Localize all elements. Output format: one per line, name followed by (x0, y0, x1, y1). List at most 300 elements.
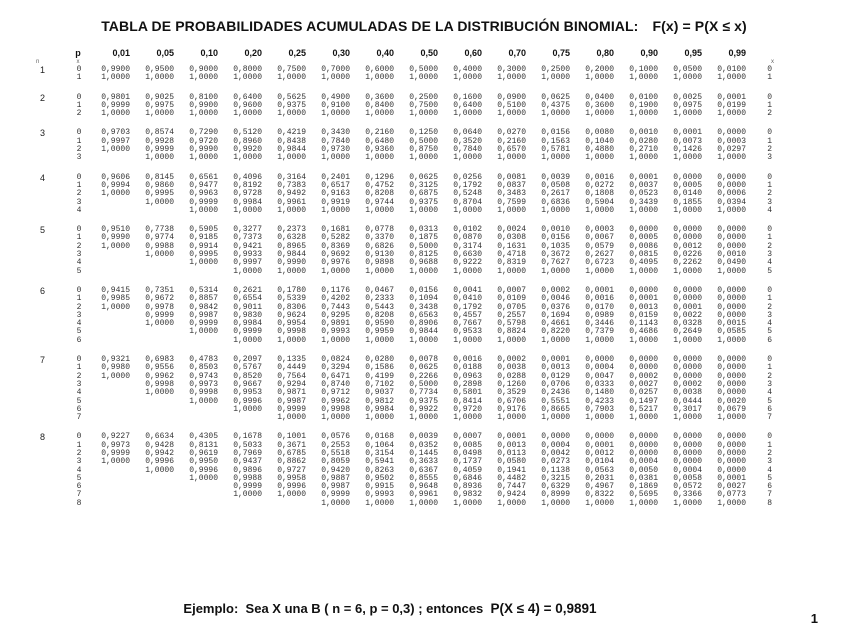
x-value: 0 (76, 128, 82, 138)
probability-cell: 0,8322 (585, 490, 614, 500)
x-value-right: 1 (767, 233, 772, 243)
probability-cell: 0,0000 (629, 355, 658, 365)
probability-cell: 1,0000 (629, 266, 658, 276)
probability-cell: 0,9988 (233, 473, 262, 483)
probability-cell: 0,0012 (585, 448, 614, 458)
probability-cell: 0,1064 (365, 440, 394, 450)
probability-cell: 0,0333 (585, 379, 614, 389)
probability-cell: 0,0159 (629, 310, 658, 320)
probability-cell: 0,0579 (585, 241, 614, 251)
x-value: 0 (76, 432, 82, 442)
table-row (36, 154, 776, 162)
table-row (36, 414, 776, 422)
probability-cell: 0,9996 (277, 482, 306, 492)
probability-cell: 1,0000 (585, 205, 614, 215)
probability-cell: 1,0000 (497, 205, 526, 215)
probability-cell: 1,0000 (497, 73, 526, 83)
probability-cell (176, 483, 220, 491)
probability-cell: 0,0050 (629, 465, 658, 475)
table-row (36, 207, 776, 215)
n-cell (36, 467, 70, 475)
title-text: TABLA DE PROBABILIDADES ACUMULADAS DE LA DISTRIBUCIÓN BINOMIAL: (101, 18, 639, 34)
probability-cell: 0,1497 (629, 396, 658, 406)
x-value-right: 4 (767, 388, 772, 398)
table-row (36, 337, 776, 345)
probability-cell: 0,6706 (497, 396, 526, 406)
probability-cell: 0,0001 (629, 172, 658, 182)
x-value: 4 (76, 258, 82, 268)
n-cell (36, 328, 70, 336)
probability-cell: 0,9942 (145, 448, 174, 458)
probability-cell: 1,0000 (585, 73, 614, 83)
header-p-value: 0,20 (244, 48, 262, 58)
probability-cell: 0,9998 (189, 388, 218, 398)
n-cell (36, 320, 70, 328)
x-value: 0 (76, 285, 82, 295)
probability-cell: 0,9727 (277, 465, 306, 475)
probability-cell: 0,9844 (277, 250, 306, 260)
probability-cell: 0,0016 (453, 355, 482, 365)
probability-cell: 0,9502 (365, 473, 394, 483)
probability-cell: 1,0000 (145, 197, 174, 207)
n-cell (36, 268, 70, 276)
probability-cell: 1,0000 (541, 73, 570, 83)
probability-cell: 1,0000 (541, 413, 570, 423)
probability-cell: 0,9962 (145, 371, 174, 381)
probability-cell: 0,0563 (585, 465, 614, 475)
probability-cell: 0,8862 (277, 457, 306, 467)
n-value: 5 (40, 225, 46, 236)
probability-cell: 0,0100 (629, 92, 658, 102)
probability-cell: 0,0280 (629, 136, 658, 146)
probability-cell (88, 328, 132, 336)
probability-cell: 0,0012 (673, 241, 702, 251)
probability-cell (264, 500, 308, 508)
n-value: 2 (40, 92, 46, 103)
probability-cell: 0,4305 (189, 432, 218, 442)
probability-cell: 0,0572 (673, 482, 702, 492)
probability-cell: 0,6554 (233, 294, 262, 304)
probability-cell: 0,5120 (233, 128, 262, 138)
subheader-x-label: x (76, 59, 80, 65)
table-row (36, 483, 776, 491)
probability-cell: 0,5905 (189, 225, 218, 235)
probability-cell (220, 500, 264, 508)
probability-cell: 0,0000 (717, 310, 746, 320)
table-row (36, 500, 776, 508)
probability-cell: 0,1678 (233, 432, 262, 442)
probability-cell: 0,9990 (101, 233, 130, 243)
header-p-value: 0,70 (508, 48, 526, 58)
binomial-table (36, 48, 776, 508)
header-p-value: 0,75 (552, 48, 570, 58)
probability-cell: 0,6561 (189, 172, 218, 182)
probability-cell: 0,9600 (233, 100, 262, 110)
probability-cell: 0,9000 (189, 65, 218, 74)
n-cell (36, 398, 70, 406)
probability-cell: 0,3370 (365, 233, 394, 243)
probability-cell: 0,0226 (673, 250, 702, 260)
probability-cell: 0,0039 (541, 172, 570, 182)
probability-cell: 1,0000 (365, 153, 394, 163)
x-value-right: 0 (767, 92, 772, 102)
probability-cell: 1,0000 (365, 498, 394, 508)
probability-cell: 0,0000 (629, 285, 658, 295)
probability-cell: 0,7383 (277, 180, 306, 190)
n-cell (36, 483, 70, 491)
probability-cell (132, 259, 176, 267)
probability-cell: 0,8555 (409, 473, 438, 483)
table-row (36, 320, 776, 328)
probability-cell: 0,0288 (497, 371, 526, 381)
probability-cell: 0,3438 (409, 302, 438, 312)
probability-cell: 0,7290 (189, 128, 218, 138)
probability-cell: 0,9961 (277, 197, 306, 207)
probability-cell: 0,2097 (233, 355, 262, 365)
probability-cell: 0,2436 (541, 388, 570, 398)
probability-cell: 0,8936 (453, 482, 482, 492)
probability-cell: 0,5904 (585, 197, 614, 207)
x-value-right: 4 (767, 465, 772, 475)
probability-cell: 0,8145 (145, 172, 174, 182)
probability-cell: 0,0580 (497, 457, 526, 467)
probability-cell: 0,9973 (189, 379, 218, 389)
n-cell (36, 110, 70, 118)
probability-cell: 0,6400 (233, 92, 262, 102)
x-value-right: 6 (767, 482, 772, 492)
probability-cell: 1,0000 (497, 335, 526, 345)
probability-cell: 0,9510 (101, 225, 130, 235)
probability-cell (88, 381, 132, 389)
table-row (36, 475, 776, 483)
probability-cell: 1,0000 (673, 73, 702, 83)
probability-cell: 0,8906 (409, 319, 438, 329)
probability-cell: 0,0498 (453, 448, 482, 458)
probability-cell: 1,0000 (189, 396, 218, 406)
x-value: 1 (76, 233, 82, 243)
x-value: 3 (76, 310, 82, 320)
header-n (36, 48, 70, 59)
probability-cell: 0,9703 (101, 128, 130, 138)
probability-cell: 0,1586 (365, 363, 394, 373)
probability-cell: 0,9999 (233, 482, 262, 492)
probability-cell: 0,9477 (189, 180, 218, 190)
header-p-value: 0,40 (376, 48, 394, 58)
probability-cell: 0,9993 (321, 327, 350, 337)
probability-cell: 1,0000 (233, 404, 262, 414)
table-row (36, 251, 776, 259)
probability-cell: 0,5000 (409, 379, 438, 389)
n-cell (36, 102, 70, 110)
probability-cell: 1,0000 (145, 109, 174, 119)
x-value: 0 (76, 92, 82, 102)
probability-cell: 0,1176 (321, 285, 350, 295)
x-value-right: 4 (767, 205, 772, 215)
probability-cell: 0,6630 (453, 250, 482, 260)
probability-cell: 1,0000 (233, 153, 262, 163)
probability-cell: 0,0000 (585, 432, 614, 442)
probability-cell: 0,5033 (233, 440, 262, 450)
probability-cell: 0,0100 (717, 65, 746, 74)
probability-cell: 0,0001 (717, 92, 746, 102)
probability-cell: 0,9996 (189, 465, 218, 475)
probability-cell: 0,2500 (409, 92, 438, 102)
header-p-value: 0,10 (200, 48, 218, 58)
n-value: 3 (40, 128, 46, 139)
probability-cell: 0,9998 (321, 404, 350, 414)
x-value: 0 (76, 225, 82, 235)
probability-cell (88, 337, 132, 345)
probability-cell: 0,1563 (541, 136, 570, 146)
x-value-right: 3 (767, 310, 772, 320)
subheader-x-label-right: x (771, 59, 774, 65)
probability-cell: 0,1869 (629, 482, 658, 492)
probability-cell (88, 414, 132, 422)
probability-cell: 0,9993 (365, 490, 394, 500)
probability-cell: 1,0000 (585, 498, 614, 508)
probability-cell: 0,9997 (233, 258, 262, 268)
probability-cell: 0,9996 (233, 396, 262, 406)
n-cell (36, 259, 70, 267)
x-value-right: 6 (767, 335, 772, 345)
probability-cell: 0,1001 (277, 432, 306, 442)
probability-cell: 0,0000 (629, 448, 658, 458)
probability-cell: 0,0000 (717, 355, 746, 365)
probability-cell: 0,6517 (321, 180, 350, 190)
probability-cell: 0,0001 (629, 294, 658, 304)
probability-cell: 1,0000 (321, 413, 350, 423)
probability-cell (88, 491, 132, 499)
probability-cell: 0,9500 (145, 65, 174, 74)
probability-cell: 0,2266 (409, 371, 438, 381)
probability-cell: 0,3671 (277, 440, 306, 450)
probability-cell: 0,9624 (277, 310, 306, 320)
probability-cell: 0,5551 (541, 396, 570, 406)
probability-cell: 0,0000 (717, 128, 746, 138)
probability-cell: 0,0328 (673, 319, 702, 329)
probability-cell: 0,7840 (453, 145, 482, 155)
table-row (36, 74, 776, 82)
probability-cell: 0,0199 (717, 100, 746, 110)
probability-cell: 0,9163 (321, 189, 350, 199)
probability-cell: 1,0000 (585, 109, 614, 119)
probability-cell: 0,0523 (629, 189, 658, 199)
probability-cell: 0,9222 (453, 258, 482, 268)
table-row (36, 467, 776, 475)
n-cell (36, 337, 70, 345)
x-value: 3 (76, 379, 82, 389)
probability-cell: 1,0000 (585, 153, 614, 163)
header-p-value: 0,30 (332, 48, 350, 58)
probability-cell: 0,1445 (409, 448, 438, 458)
probability-cell: 0,8414 (453, 396, 482, 406)
probability-cell: 1,0000 (101, 302, 130, 312)
probability-cell: 0,6983 (145, 355, 174, 365)
probability-cell: 0,0002 (497, 355, 526, 365)
probability-cell: 1,0000 (673, 413, 702, 423)
probability-cell: 0,0773 (717, 490, 746, 500)
probability-cell (88, 251, 132, 259)
probability-cell: 0,9011 (233, 302, 262, 312)
probability-cell: 0,9978 (145, 302, 174, 312)
probability-cell: 0,0000 (717, 388, 746, 398)
probability-cell: 0,9988 (145, 241, 174, 251)
probability-cell: 0,4202 (321, 294, 350, 304)
probability-cell: 1,0000 (409, 498, 438, 508)
probability-cell: 1,0000 (321, 205, 350, 215)
probability-cell: 0,9900 (101, 65, 130, 74)
probability-cell: 0,9891 (321, 319, 350, 329)
probability-cell: 0,0005 (673, 180, 702, 190)
probability-cell: 0,1941 (497, 465, 526, 475)
probability-cell: 0,9997 (101, 136, 130, 146)
probability-cell: 0,9915 (365, 482, 394, 492)
x-value: 0 (76, 65, 82, 74)
probability-cell: 0,7627 (541, 258, 570, 268)
probability-cell: 0,6875 (409, 189, 438, 199)
n-cell (36, 364, 70, 372)
probability-cell: 0,0963 (453, 371, 482, 381)
probability-cell: 0,0410 (453, 294, 482, 304)
x-value-right: 3 (767, 153, 772, 163)
probability-cell: 0,4199 (365, 371, 394, 381)
probability-cell: 0,0000 (717, 241, 746, 251)
probability-cell: 1,0000 (673, 153, 702, 163)
probability-cell: 0,7969 (233, 448, 262, 458)
page-title (0, 18, 848, 34)
x-value: 2 (76, 145, 82, 155)
probability-cell: 0,0004 (673, 465, 702, 475)
probability-cell: 0,9984 (233, 197, 262, 207)
probability-cell: 0,2617 (541, 189, 570, 199)
probability-cell: 0,2500 (541, 65, 570, 74)
probability-cell: 0,9995 (145, 189, 174, 199)
probability-cell: 0,1296 (365, 172, 394, 182)
probability-cell: 0,9025 (145, 92, 174, 102)
x-value: 3 (76, 457, 82, 467)
probability-cell: 0,0015 (717, 319, 746, 329)
probability-cell: 0,0313 (409, 225, 438, 235)
probability-cell: 0,0003 (585, 225, 614, 235)
probability-cell: 0,8319 (497, 258, 526, 268)
example-label: Ejemplo: (183, 601, 239, 616)
probability-cell: 0,3215 (541, 473, 570, 483)
x-value: 4 (76, 388, 82, 398)
probability-cell: 0,0000 (717, 440, 746, 450)
probability-cell: 1,0000 (497, 413, 526, 423)
probability-cell: 0,0001 (673, 302, 702, 312)
probability-cell: 0,0013 (541, 363, 570, 373)
probability-cell: 1,0000 (321, 335, 350, 345)
header-p-label: p (75, 48, 81, 58)
probability-cell: 0,9987 (321, 482, 350, 492)
probability-cell: 0,7102 (365, 379, 394, 389)
probability-cell: 1,0000 (321, 498, 350, 508)
probability-cell: 0,8125 (409, 250, 438, 260)
probability-cell: 0,5695 (629, 490, 658, 500)
probability-cell: 0,0000 (673, 440, 702, 450)
probability-cell: 0,0000 (717, 233, 746, 243)
probability-cell: 0,0038 (673, 388, 702, 398)
probability-cell: 0,0001 (541, 355, 570, 365)
probability-cell: 0,2553 (321, 440, 350, 450)
header-p-value: 0,05 (156, 48, 174, 58)
probability-cell: 0,5518 (321, 448, 350, 458)
probability-cell: 0,8263 (365, 465, 394, 475)
x-value-right: 0 (767, 285, 772, 295)
probability-cell: 0,0870 (453, 233, 482, 243)
probability-cell: 0,8740 (321, 379, 350, 389)
probability-cell: 0,4661 (541, 319, 570, 329)
x-value-right: 5 (767, 327, 772, 337)
probability-cell: 0,4686 (629, 327, 658, 337)
page-number: 1 (810, 611, 818, 626)
probability-cell: 0,9999 (233, 327, 262, 337)
probability-cell: 1,0000 (233, 73, 262, 83)
probability-cell: 1,0000 (585, 413, 614, 423)
probability-cell (132, 398, 176, 406)
probability-cell: 0,4557 (453, 310, 482, 320)
probability-cell: 1,0000 (497, 498, 526, 508)
table-row (36, 398, 776, 406)
x-value: 4 (76, 465, 82, 475)
x-value: 1 (76, 440, 82, 450)
probability-cell: 0,0000 (673, 294, 702, 304)
probability-cell: 1,0000 (101, 145, 130, 155)
n-cell (36, 295, 70, 303)
probability-cell: 0,9999 (101, 448, 130, 458)
probability-cell: 0,0815 (629, 250, 658, 260)
probability-cell: 1,0000 (541, 266, 570, 276)
probability-cell: 1,0000 (717, 73, 746, 83)
x-value-right: 2 (767, 302, 772, 312)
probability-cell: 1,0000 (189, 205, 218, 215)
probability-cell: 1,0000 (453, 109, 482, 119)
probability-cell: 0,6328 (277, 233, 306, 243)
probability-cell: 1,0000 (409, 73, 438, 83)
probability-cell: 0,0900 (497, 92, 526, 102)
probability-cell: 0,9990 (189, 145, 218, 155)
probability-cell: 1,0000 (717, 205, 746, 215)
probability-cell: 0,0000 (717, 457, 746, 467)
probability-cell: 1,0000 (365, 109, 394, 119)
probability-cell: 1,0000 (453, 498, 482, 508)
x-value-right: 7 (767, 413, 772, 423)
probability-cell: 0,9360 (365, 145, 394, 155)
probability-cell: 0,8857 (189, 294, 218, 304)
x-value: 1 (76, 363, 82, 373)
probability-cell: 1,0000 (277, 205, 306, 215)
probability-cell: 0,2160 (365, 128, 394, 138)
probability-cell: 0,0000 (717, 180, 746, 190)
probability-cell: 1,0000 (233, 335, 262, 345)
probability-cell: 0,0016 (585, 172, 614, 182)
n-cell (36, 182, 70, 190)
probability-cell: 0,7500 (409, 100, 438, 110)
probability-cell: 0,9995 (189, 250, 218, 260)
probability-cell: 0,5801 (453, 388, 482, 398)
probability-cell: 1,0000 (101, 371, 130, 381)
probability-cell: 0,0000 (717, 371, 746, 381)
n-cell (36, 458, 70, 466)
n-cell (36, 199, 70, 207)
probability-cell: 0,0490 (717, 258, 746, 268)
probability-cell: 1,0000 (145, 73, 174, 83)
probability-cell: 0,0002 (673, 379, 702, 389)
probability-cell: 0,0000 (673, 355, 702, 365)
probability-cell: 0,6846 (453, 473, 482, 483)
x-value: 1 (76, 294, 82, 304)
